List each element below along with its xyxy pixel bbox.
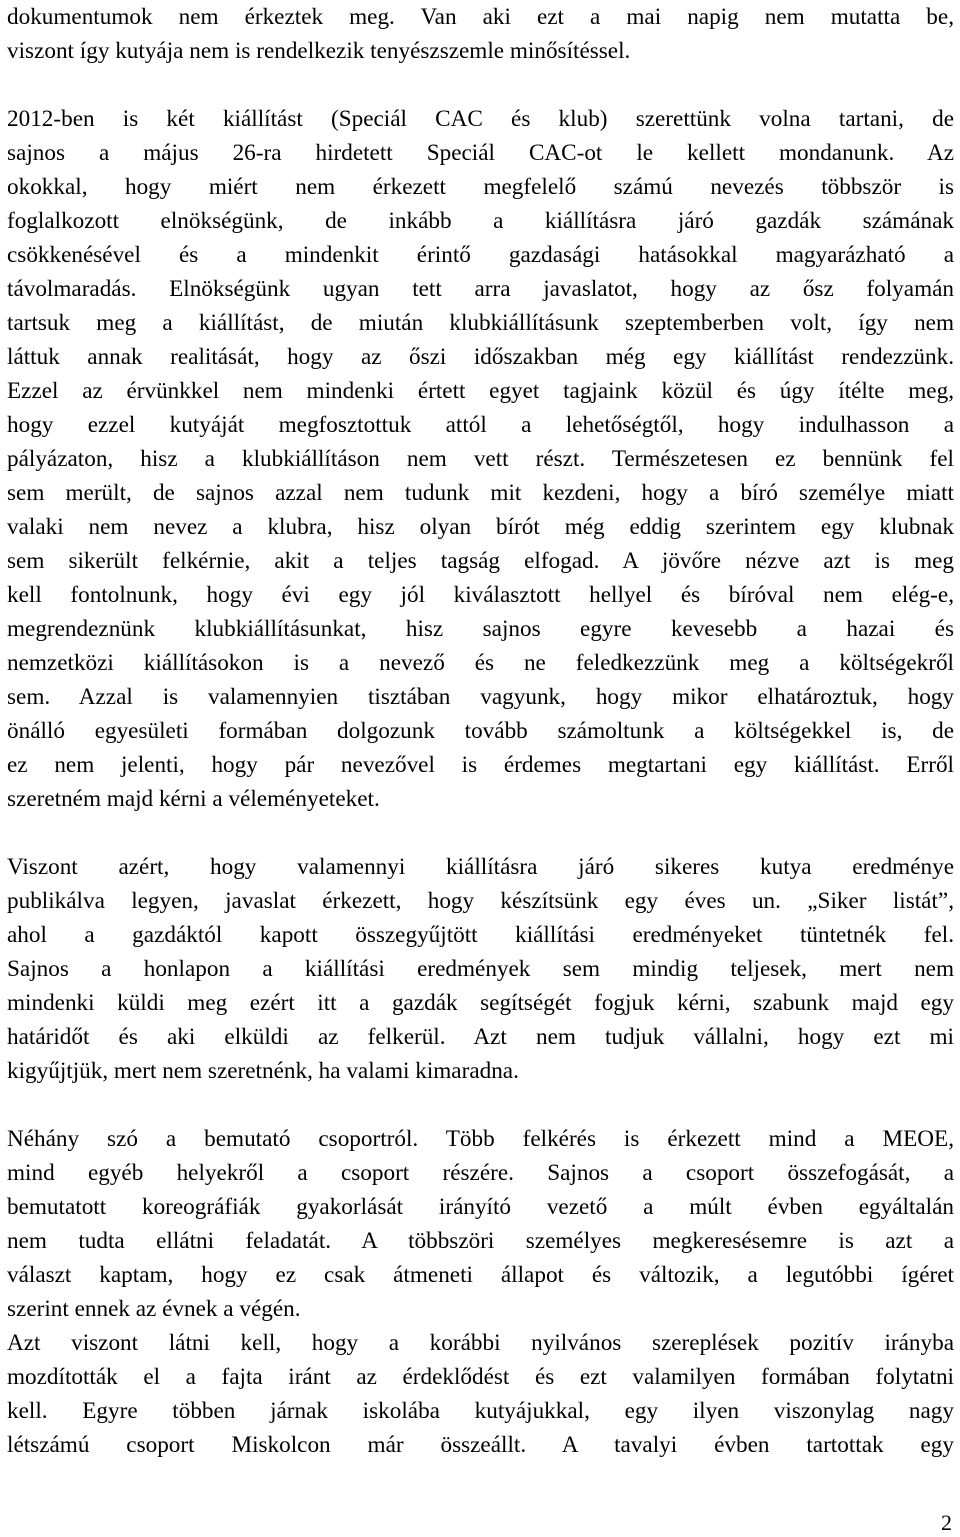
text-line: valaki nem nevez a klubra, hisz olyan bírót még eddig szerintem egy klubnak xyxy=(7,514,954,540)
paragraph-exhibitions-2012 xyxy=(7,102,954,816)
text-line: sajnos a május 26-ra hirdetett Speciál CAC-ot le kellett mondanunk. Az xyxy=(7,140,954,166)
text-line: dokumentumok nem érkeztek meg. Van aki ezt a mai napig nem mutatta be, xyxy=(7,4,954,30)
text-line: láttuk annak realitását, hogy az őszi időszakban még egy kiállítást rendezzünk. xyxy=(7,344,954,370)
text-line: Viszont azért, hogy valamennyi kiállításra járó sikeres kutya eredménye xyxy=(7,854,954,880)
text-line: létszámú csoport Miskolcon már összeállt. A tavalyi évben tartottak egy xyxy=(7,1432,954,1458)
paragraph-show-documents xyxy=(7,0,954,68)
text-line: hogy ezzel kutyáját megfosztottuk attól a lehetőségtől, hogy indulhasson a xyxy=(7,412,954,438)
text-line: távolmaradás. Elnökségünk ugyan tett arra javaslatot, hogy az ősz folyamán xyxy=(7,276,954,302)
text-line: szerint ennek az évnek a végén. xyxy=(7,1296,301,1322)
text-line: publikálva legyen, javaslat érkezett, hogy készítsünk egy éves un. „Siker listát”, xyxy=(7,888,954,914)
text-line: Néhány szó a bemutató csoportról. Több felkérés is érkezett mind a MEOE, xyxy=(7,1126,954,1152)
text-line: Sajnos a honlapon a kiállítási eredmények sem mindig teljesek, mert nem xyxy=(7,956,954,982)
text-line: okokkal, hogy miért nem érkezett megfelelő számú nevezés többször is xyxy=(7,174,954,200)
text-line: szeretném majd kérni a véleményeteket. xyxy=(7,786,380,812)
text-line: pályázaton, hisz a klubkiállításon nem vett részt. Természetesen ez bennünk fel xyxy=(7,446,954,472)
text-line: sem sikerült felkérnie, akit a teljes tagság elfogad. A jövőre nézve azt is meg xyxy=(7,548,954,574)
page-number: 2 xyxy=(941,1510,952,1535)
text-line: Ezzel az érvünkkel nem mindenki értett egyet tagjaink közül és úgy ítélte meg, xyxy=(7,378,954,404)
document-page xyxy=(7,0,954,1462)
paragraph-success-list xyxy=(7,850,954,1088)
paragraph-gap xyxy=(7,1088,954,1122)
text-line: ahol a gazdáktól kapott összegyűjtött kiállítási eredményeket tüntetnék fel. xyxy=(7,922,954,948)
text-line: nemzetközi kiállításokon is a nevező és ne feledkezzünk meg a költségekről xyxy=(7,650,954,676)
text-line: mozdították el a fajta iránt az érdeklődést és ezt valamilyen formában folytatni xyxy=(7,1364,954,1390)
paragraph-gap xyxy=(7,68,954,102)
text-line: csökkenésével és a mindenkit érintő gazdasági hatásokkal magyarázható a xyxy=(7,242,954,268)
text-line: önálló egyesületi formában dolgozunk tovább számoltunk a költségekkel is, de xyxy=(7,718,954,744)
text-line: választ kaptam, hogy ez csak átmeneti állapot és változik, a legutóbbi ígéret xyxy=(7,1262,954,1288)
text-line: foglalkozott elnökségünk, de inkább a kiállításra járó gazdák számának xyxy=(7,208,954,234)
text-line: kell. Egyre többen járnak iskolába kutyájukkal, egy ilyen viszonylag nagy xyxy=(7,1398,954,1424)
text-line: mindenki küldi meg ezért itt a gazdák segítségét fogjuk kérni, szabunk majd egy xyxy=(7,990,954,1016)
paragraph-public-appearances xyxy=(7,1326,954,1462)
text-line: sem. Azzal is valamennyien tisztában vagyunk, hogy mikor elhatároztuk, hogy xyxy=(7,684,954,710)
text-line: bemutatott koreográfiák gyakorlását irányító vezető a múlt évben egyáltalán xyxy=(7,1194,954,1220)
text-line: megrendeznünk klubkiállításunkat, hisz sajnos egyre kevesebb a hazai és xyxy=(7,616,954,642)
paragraph-demo-group xyxy=(7,1122,954,1326)
text-line: ez nem jelenti, hogy pár nevezővel is érdemes megtartani egy kiállítást. Erről xyxy=(7,752,954,778)
text-line: kell fontolnunk, hogy évi egy jól kiválasztott hellyel és bíróval nem elég-e, xyxy=(7,582,954,608)
text-line: nem tudta ellátni feladatát. A többszöri személyes megkeresésemre is azt a xyxy=(7,1228,954,1254)
text-line: sem merült, de sajnos azzal nem tudunk mit kezdeni, hogy a bíró személye miatt xyxy=(7,480,954,506)
text-line: kigyűjtjük, mert nem szeretnénk, ha valami kimaradna. xyxy=(7,1058,519,1084)
text-line: viszont így kutyája nem is rendelkezik tenyészszemle minősítéssel. xyxy=(7,38,631,64)
text-line: 2012-ben is két kiállítást (Speciál CAC és klub) szerettünk volna tartani, de xyxy=(7,106,954,132)
text-line: Azt viszont látni kell, hogy a korábbi nyilvános szereplések pozitív irányba xyxy=(7,1330,954,1356)
text-line: határidőt és aki elküldi az felkerül. Azt nem tudjuk vállalni, hogy ezt mi xyxy=(7,1024,954,1050)
paragraph-gap xyxy=(7,816,954,850)
text-line: mind egyéb helyekről a csoport részére. Sajnos a csoport összefogását, a xyxy=(7,1160,954,1186)
text-line: tartsuk meg a kiállítást, de miután klubkiállításunk szeptemberben volt, így nem xyxy=(7,310,954,336)
